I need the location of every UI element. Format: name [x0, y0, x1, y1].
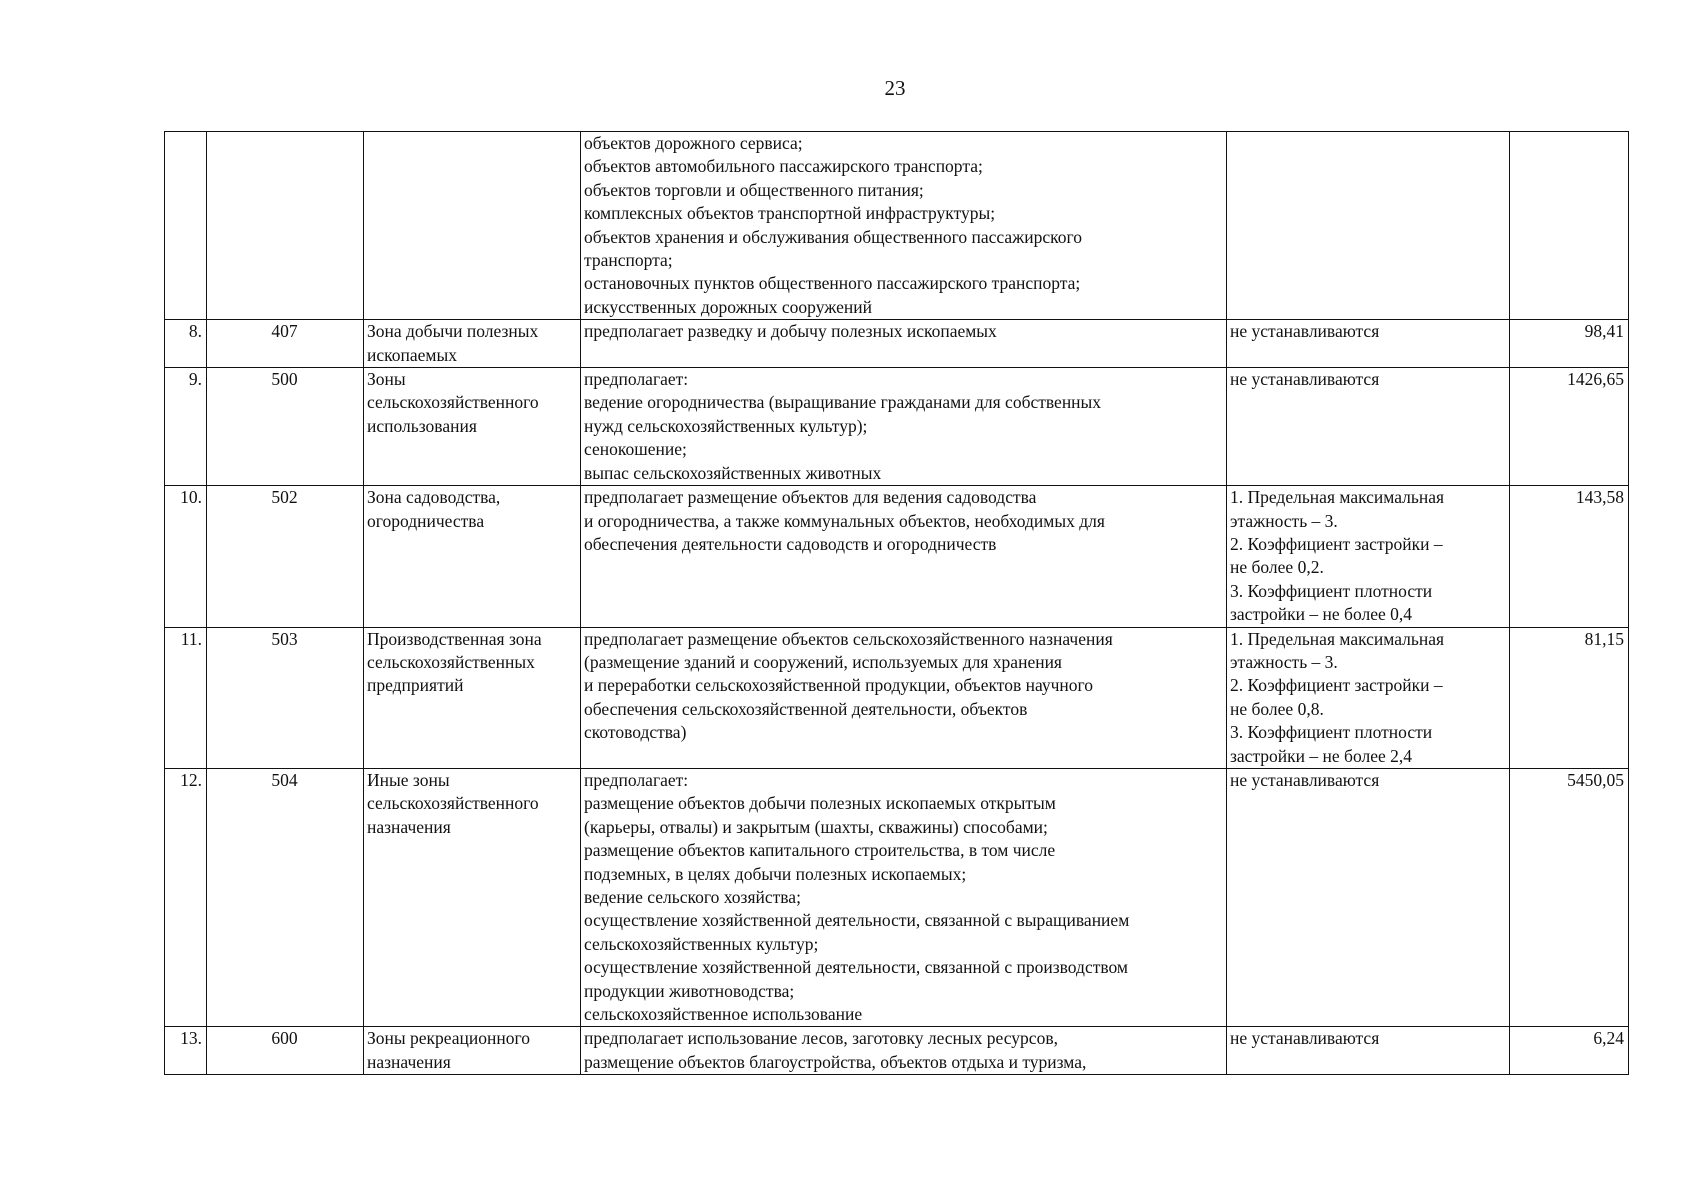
table-row: [165, 1027, 1629, 1075]
zone-parameters-line: застройки – не более 2,4: [1230, 745, 1412, 766]
zone-area-cell: 6,24: [1510, 1027, 1629, 1075]
zone-description-line: ведение сельского хозяйства;: [584, 887, 801, 907]
zone-parameters-line: не более 0,8.: [1230, 698, 1324, 719]
zone-description-cell: [581, 1027, 1227, 1075]
zone-description-line: искусственных дорожных сооружений: [584, 296, 872, 317]
zone-description-line: предполагает:: [584, 769, 689, 790]
row-number-cell: 10.: [165, 486, 207, 627]
zone-description-line: осуществление хозяйственной деятельности, связанной с выращиванием: [584, 910, 1130, 931]
zone-area-cell: [1510, 132, 1629, 320]
zone-description-line: размещение объектов капитального строительства, в том числе: [584, 840, 1056, 861]
zone-name-line: назначения: [367, 816, 451, 837]
zone-parameters-cell: [1227, 486, 1510, 627]
table-row: [165, 768, 1629, 1026]
table-row: [165, 320, 1629, 368]
zone-description-line: скотоводства): [584, 722, 687, 743]
zone-parameters-line: не устанавливаются: [1230, 769, 1380, 790]
zone-description-line: ведение огородничества (выращивание гражданами для собственных: [584, 392, 1102, 413]
row-number-cell: 9.: [165, 368, 207, 486]
zone-description-line: размещение объектов благоустройства, объектов отдыха и туризма,: [584, 1051, 1087, 1072]
zone-code-cell: 600: [207, 1027, 364, 1075]
zone-description-line: и огородничества, а также коммунальных объектов, необходимых для: [584, 510, 1105, 531]
zone-parameters-cell: [1227, 768, 1510, 1026]
zone-parameters-line: 1. Предельная максимальная: [1230, 628, 1445, 649]
zone-area-cell: 98,41: [1510, 320, 1629, 368]
zone-description-line: предполагает размещение объектов сельскохозяйственного назначения: [584, 628, 1113, 649]
zone-description-line: обеспечения сельскохозяйственной деятельности, объектов: [584, 698, 1028, 719]
zone-description-line: (карьеры, отвалы) и закрытым (шахты, скважины) способами;: [584, 816, 1048, 837]
zone-parameters-line: застройки – не более 0,4: [1230, 604, 1412, 625]
zone-parameters-line: не устанавливаются: [1230, 1028, 1380, 1049]
zone-parameters-line: этажность – 3.: [1230, 651, 1338, 672]
zone-description-line: размещение объектов добычи полезных ископаемых открытым: [584, 793, 1056, 814]
zones-table: [164, 131, 1629, 1075]
table-row: [165, 132, 1629, 320]
zone-name-line: ископаемых: [367, 344, 457, 365]
zone-parameters-cell: [1227, 627, 1510, 768]
zone-parameters-line: этажность – 3.: [1230, 510, 1338, 531]
zone-description-cell: [581, 486, 1227, 627]
zone-parameters-line: не устанавливаются: [1230, 321, 1380, 342]
row-number-cell: 12.: [165, 768, 207, 1026]
zone-description-line: транспорта;: [584, 250, 673, 271]
zone-description-line: остановочных пунктов общественного пассажирского транспорта;: [584, 273, 1081, 294]
zone-name-line: Зона добычи полезных: [367, 321, 539, 342]
zone-name-line: сельскохозяйственных: [367, 651, 535, 672]
zone-description-line: предполагает:: [584, 369, 689, 390]
zone-area-cell: 81,15: [1510, 627, 1629, 768]
zone-name-line: сельскохозяйственного: [367, 392, 539, 413]
zone-parameters-line: 1. Предельная максимальная: [1230, 487, 1445, 508]
zone-code-cell: 502: [207, 486, 364, 627]
zone-description-line: сельскохозяйственное использование: [584, 1004, 863, 1025]
zone-description-line: подземных, в целях добычи полезных ископаемых;: [584, 863, 967, 884]
zone-name-line: Иные зоны: [367, 769, 450, 790]
zones-table-body: [165, 132, 1629, 1075]
row-number-cell: 11.: [165, 627, 207, 768]
zone-description-cell: [581, 320, 1227, 368]
zone-description-line: предполагает разведку и добычу полезных ископаемых: [584, 321, 997, 342]
zone-name-line: использования: [367, 415, 477, 436]
zone-name-cell: [364, 1027, 581, 1075]
zone-name-cell: [364, 368, 581, 486]
row-number-cell: [165, 132, 207, 320]
zone-code-cell: 500: [207, 368, 364, 486]
row-number-cell: 13.: [165, 1027, 207, 1075]
zone-parameters-cell: [1227, 368, 1510, 486]
zone-code-cell: 503: [207, 627, 364, 768]
zone-parameters-line: не устанавливаются: [1230, 369, 1380, 390]
zone-name-line: Зона садоводства,: [367, 487, 501, 508]
zone-area-cell: 1426,65: [1510, 368, 1629, 486]
zone-area-cell: 143,58: [1510, 486, 1629, 627]
zone-description-line: (размещение зданий и сооружений, используемых для хранения: [584, 651, 1062, 672]
zone-name-cell: [364, 320, 581, 368]
zone-description-line: объектов автомобильного пассажирского транспорта;: [584, 156, 983, 177]
zone-name-line: Зоны рекреационного: [367, 1028, 530, 1049]
zone-code-cell: 504: [207, 768, 364, 1026]
table-row: [165, 486, 1629, 627]
zone-parameters-line: 2. Коэффициент застройки –: [1230, 675, 1443, 696]
zone-code-cell: [207, 132, 364, 320]
zone-name-cell: [364, 627, 581, 768]
zone-description-line: нужд сельскохозяйственных культур);: [584, 415, 868, 436]
zone-name-cell: [364, 486, 581, 627]
zone-description-cell: [581, 132, 1227, 320]
zone-description-line: объектов торговли и общественного питания;: [584, 179, 924, 200]
zone-description-cell: [581, 368, 1227, 486]
zone-parameters-cell: [1227, 1027, 1510, 1075]
zone-parameters-cell: [1227, 320, 1510, 368]
zone-area-cell: 5450,05: [1510, 768, 1629, 1026]
zone-description-line: предполагает использование лесов, заготовку лесных ресурсов,: [584, 1028, 1058, 1049]
zone-description-line: предполагает размещение объектов для ведения садоводства: [584, 487, 1037, 508]
zone-name-cell: [364, 768, 581, 1026]
zone-parameters-line: не более 0,2.: [1230, 557, 1324, 578]
zone-description-line: продукции животноводства;: [584, 980, 795, 1001]
zone-name-line: огородничества: [367, 510, 485, 531]
zone-parameters-line: 3. Коэффициент плотности: [1230, 580, 1433, 601]
zone-description-line: комплексных объектов транспортной инфраструктуры;: [584, 203, 996, 224]
zone-code-cell: 407: [207, 320, 364, 368]
zone-name-line: предприятий: [367, 675, 464, 696]
zone-name-line: Производственная зона: [367, 628, 542, 649]
table-row: [165, 627, 1629, 768]
zone-name-line: Зоны: [367, 369, 406, 390]
zone-description-line: выпас сельскохозяйственных животных: [584, 462, 882, 483]
zone-description-cell: [581, 768, 1227, 1026]
row-number-cell: 8.: [165, 320, 207, 368]
zone-description-line: обеспечения деятельности садоводств и огородничеств: [584, 533, 997, 554]
zone-description-line: объектов дорожного сервиса;: [584, 133, 803, 153]
zone-description-cell: [581, 627, 1227, 768]
zone-description-line: объектов хранения и обслуживания общественного пассажирского: [584, 226, 1082, 247]
zone-parameters-line: 2. Коэффициент застройки –: [1230, 533, 1443, 554]
table-row: [165, 368, 1629, 486]
zone-parameters-cell: [1227, 132, 1510, 320]
zone-name-line: сельскохозяйственного: [367, 793, 539, 814]
zone-name-cell: [364, 132, 581, 320]
zone-description-line: и переработки сельскохозяйственной продукции, объектов научного: [584, 675, 1093, 696]
zone-description-line: осуществление хозяйственной деятельности, связанной с производством: [584, 957, 1129, 978]
zone-parameters-line: 3. Коэффициент плотности: [1230, 722, 1433, 743]
page-number: 23: [884, 76, 906, 100]
zone-name-line: назначения: [367, 1051, 451, 1072]
zone-description-line: сельскохозяйственных культур;: [584, 933, 819, 954]
zone-description-line: сенокошение;: [584, 439, 687, 460]
